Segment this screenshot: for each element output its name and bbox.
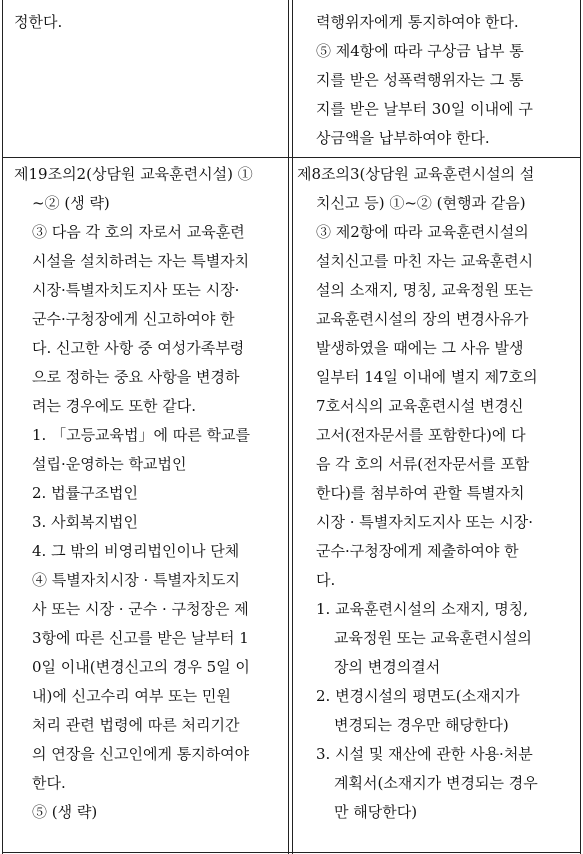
text-line: 시장·특별자치도지사 또는 시장· xyxy=(32,281,240,299)
article-heading: 제8조의3(상담원 교육훈련시설의 설 xyxy=(297,165,535,183)
text-line: 고서(전자문서를 포함한다)에 다 xyxy=(316,426,526,444)
row-divider xyxy=(2,157,581,158)
text-line: 음 각 호의 서류(전자문서를 포함 xyxy=(316,455,530,473)
text-line: 상금액을 납부하여야 한다. xyxy=(316,129,490,147)
list-item: 4. 그 밖의 비영리법인이나 단체 xyxy=(32,542,240,560)
text-line: 다. xyxy=(316,571,336,589)
column-divider-left xyxy=(288,0,289,854)
text-line: 처리 관련 법령에 따른 처리기간 xyxy=(32,716,240,734)
text-line: ⑤ 제4항에 따라 구상금 납부 통 xyxy=(316,42,524,60)
text-line: 시장 · 특별자치도지사 또는 시장· xyxy=(316,513,533,531)
text-line: 교육정원 또는 교육훈련시설의 xyxy=(334,629,532,647)
left-top-line: 정한다. xyxy=(14,13,63,31)
text-line: 0일 이내(변경신고의 경우 5일 이 xyxy=(32,658,250,676)
text-line: 다. 신고한 사항 중 여성가족부령 xyxy=(32,339,245,357)
text-line: 려는 경우에도 또한 같다. xyxy=(32,397,196,415)
list-item: 2. 변경시설의 평면도(소재지가 xyxy=(316,687,520,705)
list-item: 3. 사회복지법인 xyxy=(32,513,139,531)
text-line: 군수·구청장에게 제출하여야 한 xyxy=(316,542,519,560)
left-border xyxy=(2,0,3,854)
text-line: 발생하였을 때에는 그 사유 발생 xyxy=(316,339,524,357)
text-line: ④ 특별자치시장 · 특별자치도지 xyxy=(32,571,240,589)
text-line: 군수·구청장에게 신고하여야 한 xyxy=(32,310,235,328)
text-line: 3항에 따른 신고를 받은 날부터 1 xyxy=(32,629,249,647)
article-heading: 제19조의2(상담원 교육훈련시설) ① xyxy=(14,165,253,183)
text-line: 치신고 등) ①~② (현행과 같음) xyxy=(316,194,526,212)
column-divider-right xyxy=(292,0,293,854)
text-line: 지를 받은 성폭력행위자는 그 통 xyxy=(316,71,524,89)
text-line: 일부터 14일 이내에 별지 제7호의 xyxy=(316,368,538,386)
text-line: 한다)를 첨부하여 관할 특별자치 xyxy=(316,484,525,502)
text-line: 교육훈련시설의 장의 변경사유가 xyxy=(316,310,529,328)
text-line: 으로 정하는 중요 사항을 변경하 xyxy=(32,368,240,386)
text-line: 계획서(소재지가 변경되는 경우 xyxy=(334,774,538,792)
text-line: 설립·운영하는 학교법인 xyxy=(32,455,187,473)
text-line: 내)에 신고수리 여부 또는 민원 xyxy=(32,687,231,705)
text-line: ⑤ (생 략) xyxy=(32,803,98,821)
bottom-border xyxy=(2,852,581,853)
text-line: 사 또는 시장 · 군수 · 구청장은 제 xyxy=(32,600,249,618)
list-item: 1. 교육훈련시설의 소재지, 명칭, xyxy=(316,600,529,618)
text-line: 지를 받은 날부터 30일 이내에 구 xyxy=(316,100,533,118)
list-item: 3. 시설 및 재산에 관한 사용·처분 xyxy=(316,745,533,763)
text-line: 설의 소재지, 명칭, 교육정원 또는 xyxy=(316,281,533,299)
list-item: 2. 법률구조법인 xyxy=(32,484,139,502)
text-line: ③ 다음 각 호의 자로서 교육훈련 xyxy=(32,223,245,241)
text-line: 장의 변경의결서 xyxy=(334,658,441,676)
text-line: 의 연장을 신고인에게 통지하여야 xyxy=(32,745,250,763)
text-line: 한다. xyxy=(32,774,66,792)
text-line: 변경되는 경우만 해당한다) xyxy=(334,716,509,734)
text-line: 력행위자에게 통지하여야 한다. xyxy=(316,13,519,31)
text-line: ③ 제2항에 따라 교육훈련시설의 xyxy=(316,223,529,241)
text-line: 7호서식의 교육훈련시설 변경신 xyxy=(316,397,524,415)
list-item: 1. 「고등교육법」에 따른 학교를 xyxy=(32,426,251,444)
text-line: 설치신고를 마친 자는 교육훈련시 xyxy=(316,252,534,270)
text-line: 만 해당한다) xyxy=(334,803,418,821)
right-border xyxy=(580,0,581,854)
text-line: ~② (생 략) xyxy=(32,194,110,212)
text-line: 시설을 설치하려는 자는 특별자치 xyxy=(32,252,250,270)
